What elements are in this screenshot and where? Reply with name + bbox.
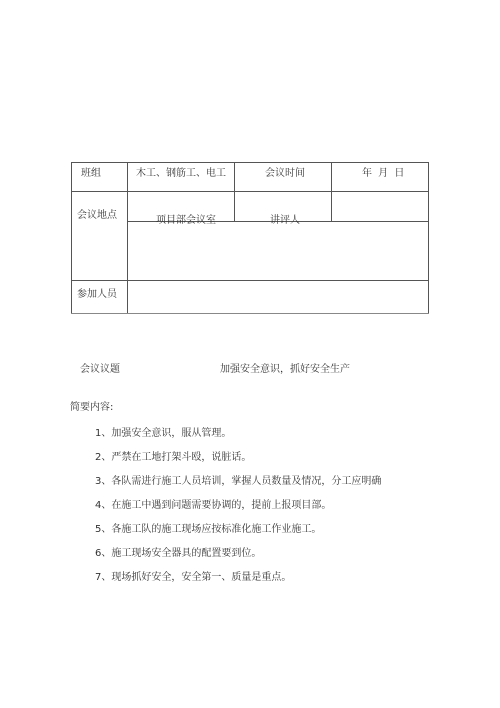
table-border-left [71, 162, 72, 313]
table-border-right [428, 162, 429, 313]
table-row-line-3 [71, 280, 429, 281]
meeting-time-label: 会议时间 [265, 168, 305, 179]
table-row-line-4 [71, 313, 429, 314]
list-item: 7、现场抓好安全，安全第一、质量是重点。 [95, 572, 292, 583]
meeting-location-value: 项目部会议室 [156, 215, 216, 226]
team-label: 班组 [81, 168, 101, 179]
table-col-line-1 [127, 162, 128, 313]
list-item: 6、施工现场安全器具的配置要到位。 [95, 548, 262, 559]
meeting-location-label: 会议地点 [77, 210, 117, 221]
table-row-line-1 [71, 191, 429, 192]
table-border-top [71, 162, 429, 163]
table-col-line-2 [234, 162, 235, 221]
list-item: 1、加强安全意识，服从管理。 [95, 428, 232, 439]
meeting-topic-label: 会议议题 [80, 364, 120, 375]
summary-heading: 简要内容: [70, 402, 114, 413]
attendees-label: 参加人员 [77, 289, 117, 300]
list-item: 4、在施工中遇到问题需要协调的，提前上报项目部。 [95, 500, 332, 511]
list-item: 5、各施工队的施工现场应按标准化施工作业施工。 [95, 524, 322, 535]
reviewer-label: 讲评人 [270, 215, 300, 226]
meeting-topic-value: 加强安全意识，抓好安全生产 [220, 364, 350, 375]
team-value: 木工、钢筋工、电工 [136, 168, 226, 179]
list-item: 2、严禁在工地打架斗殴，说脏话。 [95, 452, 252, 463]
table-col-line-3 [331, 162, 332, 221]
meeting-time-value: 年 月 日 [362, 168, 405, 179]
list-item: 3、各队需进行施工人员培训，掌握人员数量及情况，分工应明确 [95, 476, 382, 487]
